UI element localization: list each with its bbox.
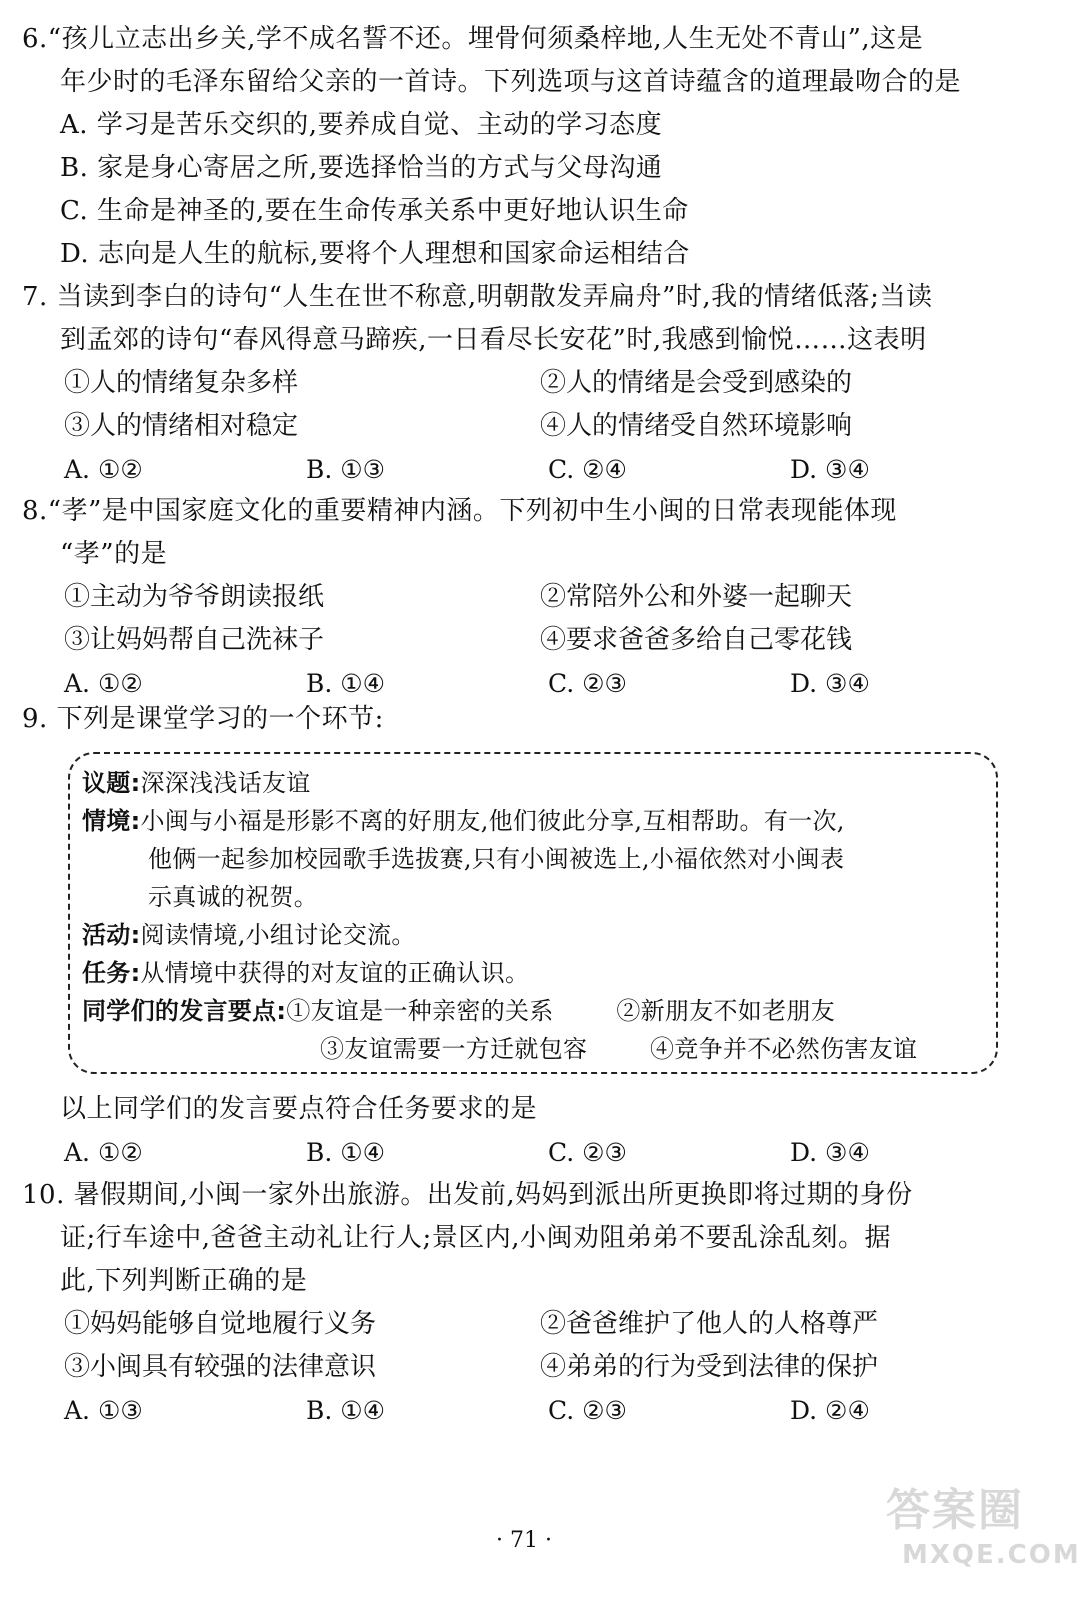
activity-row	[82, 916, 982, 954]
scene-text-2: 他俩一起参加校园歌手选拔赛,只有小闽被选上,小福依然对小闽表	[148, 845, 845, 873]
scene-row	[82, 802, 982, 840]
question-7-choice-b: B. ①③	[306, 455, 386, 484]
question-6-option-a: A. 学习是苦乐交织的,要养成自觉、主动的学习态度	[60, 110, 663, 140]
question-9-choice-a: A. ①②	[64, 1138, 143, 1167]
question-10-choice-c: C. ②③	[548, 1396, 627, 1425]
question-10-statements-row-1	[22, 1303, 1032, 1346]
question-6-stem-line-1: 6.“孩儿立志出乡关,学不成名誓不还。埋骨何须桑梓地,人生无处不青山”,这是	[22, 24, 924, 54]
question-7-stem-line-1: 7. 当读到李白的诗句“人生在世不称意,明朝散发弄扁舟”时,我的情绪低落;当读	[22, 282, 933, 312]
question-10-stem-line-1: 10. 暑假期间,小闽一家外出旅游。出发前,妈妈到派出所更换即将过期的身份	[22, 1180, 913, 1210]
scene-text-1: 小闽与小福是形影不离的好朋友,他们彼此分享,互相帮助。有一次,	[140, 807, 845, 835]
question-8-statement-1: ①主动为爷爷朗读报纸	[64, 582, 325, 612]
watermark-bottom-text: MXQE.COM	[902, 1540, 1081, 1570]
question-7-statement-1: ①人的情绪复杂多样	[64, 368, 299, 398]
question-10-stem-line-2: 证;行车途中,爸爸主动礼让行人;景区内,小闽劝阻弟弟不要乱涂乱刻。据	[60, 1223, 892, 1253]
activity-text: 阅读情境,小组讨论交流。	[140, 921, 416, 949]
question-8	[22, 490, 1032, 705]
topic-row	[82, 764, 982, 802]
question-7-choice-d: D. ③④	[790, 455, 870, 484]
question-6	[22, 18, 1032, 276]
question-10-statement-2: ②爸爸维护了他人的人格尊严	[540, 1309, 879, 1339]
question-7-stem-line-2: 到孟郊的诗句“春风得意马蹄疾,一日看尽长安花”时,我感到愉悦……这表明	[60, 325, 927, 355]
question-8-statements-row-1	[22, 576, 1032, 619]
question-7-statements-row-1	[22, 362, 1032, 405]
question-9-choice-c: C. ②③	[548, 1138, 627, 1167]
scene-label: 情境:	[82, 807, 141, 835]
question-10-statement-3: ③小闽具有较强的法律意识	[64, 1352, 377, 1382]
topic-label: 议题:	[82, 769, 141, 797]
question-8-choice-c: C. ②③	[548, 669, 627, 698]
watermark-logo	[880, 1474, 1081, 1584]
question-7-statement-4: ④人的情绪受自然环境影响	[540, 411, 853, 441]
question-7-choice-a: A. ①②	[64, 455, 143, 484]
question-10-statement-1: ①妈妈能够自觉地履行义务	[64, 1309, 377, 1339]
point-3: ③友谊需要一方迁就包容	[320, 1035, 588, 1063]
question-8-stem-line-1: 8.“孝”是中国家庭文化的重要精神内涵。下列初中生小闽的日常表现能体现	[22, 496, 897, 526]
point-1: ①友谊是一种亲密的关系	[286, 997, 554, 1025]
topic-text: 深深浅浅话友谊	[140, 769, 311, 797]
question-8-choice-d: D. ③④	[790, 669, 870, 698]
question-9-followup	[22, 1088, 1032, 1174]
question-10-choices	[22, 1389, 1032, 1432]
question-9-choice-b: B. ①④	[306, 1138, 386, 1167]
question-7-statements-row-2	[22, 405, 1032, 448]
question-8-statement-4: ④要求爸爸多给自己零花钱	[540, 625, 853, 655]
scene-text-3: 示真诚的祝贺。	[148, 883, 319, 911]
task-text: 从情境中获得的对友谊的正确认识。	[140, 959, 530, 987]
page-number: · 71 ·	[496, 1528, 552, 1553]
question-7-choice-c: C. ②④	[548, 455, 627, 484]
question-9	[22, 698, 1032, 741]
question-7-statement-3: ③人的情绪相对稳定	[64, 411, 299, 441]
question-8-choice-a: A. ①②	[64, 669, 143, 698]
question-6-option-d: D. 志向是人生的航标,要将个人理想和国家命运相结合	[60, 239, 690, 269]
question-8-statement-3: ③让妈妈帮自己洗袜子	[64, 625, 325, 655]
question-9-choices	[22, 1131, 1032, 1174]
question-10-choice-a: A. ①③	[64, 1396, 143, 1425]
question-10	[22, 1174, 1032, 1432]
question-9-stem-line-2: 以上同学们的发言要点符合任务要求的是	[60, 1094, 538, 1124]
question-6-stem-line-2: 年少时的毛泽东留给父亲的一首诗。下列选项与这首诗蕴含的道理最吻合的是	[60, 67, 962, 97]
question-7	[22, 276, 1032, 491]
point-4: ④竞争并不必然伤害友谊	[650, 1035, 918, 1063]
task-label: 任务:	[82, 959, 141, 987]
question-6-option-c: C. 生命是神圣的,要在生命传承关系中更好地认识生命	[60, 196, 689, 226]
watermark-top-text: 答案圈	[886, 1485, 1024, 1536]
activity-label: 活动:	[82, 921, 141, 949]
question-9-stem-line-1: 9. 下列是课堂学习的一个环节:	[22, 704, 384, 734]
question-7-choices	[22, 448, 1032, 491]
question-8-statement-2: ②常陪外公和外婆一起聊天	[540, 582, 853, 612]
question-10-statements-row-2	[22, 1346, 1032, 1389]
question-9-choice-d: D. ③④	[790, 1138, 870, 1167]
question-10-statement-4: ④弟弟的行为受到法律的保护	[540, 1352, 879, 1382]
question-8-choice-b: B. ①④	[306, 669, 386, 698]
point-2: ②新朋友不如老朋友	[616, 997, 836, 1025]
classroom-activity-box	[68, 752, 998, 1074]
points-label: 同学们的发言要点:	[82, 997, 287, 1025]
question-8-stem-line-2: “孝”的是	[60, 539, 168, 569]
points-row-1	[82, 992, 982, 1030]
points-row-2	[82, 1030, 982, 1068]
question-10-stem-line-3: 此,下列判断正确的是	[60, 1266, 308, 1296]
question-10-choice-d: D. ②④	[790, 1396, 870, 1425]
question-10-choice-b: B. ①④	[306, 1396, 386, 1425]
question-7-statement-2: ②人的情绪是会受到感染的	[540, 368, 853, 398]
question-8-statements-row-2	[22, 619, 1032, 662]
question-6-option-b: B. 家是身心寄居之所,要选择恰当的方式与父母沟通	[60, 153, 663, 183]
task-row	[82, 954, 982, 992]
